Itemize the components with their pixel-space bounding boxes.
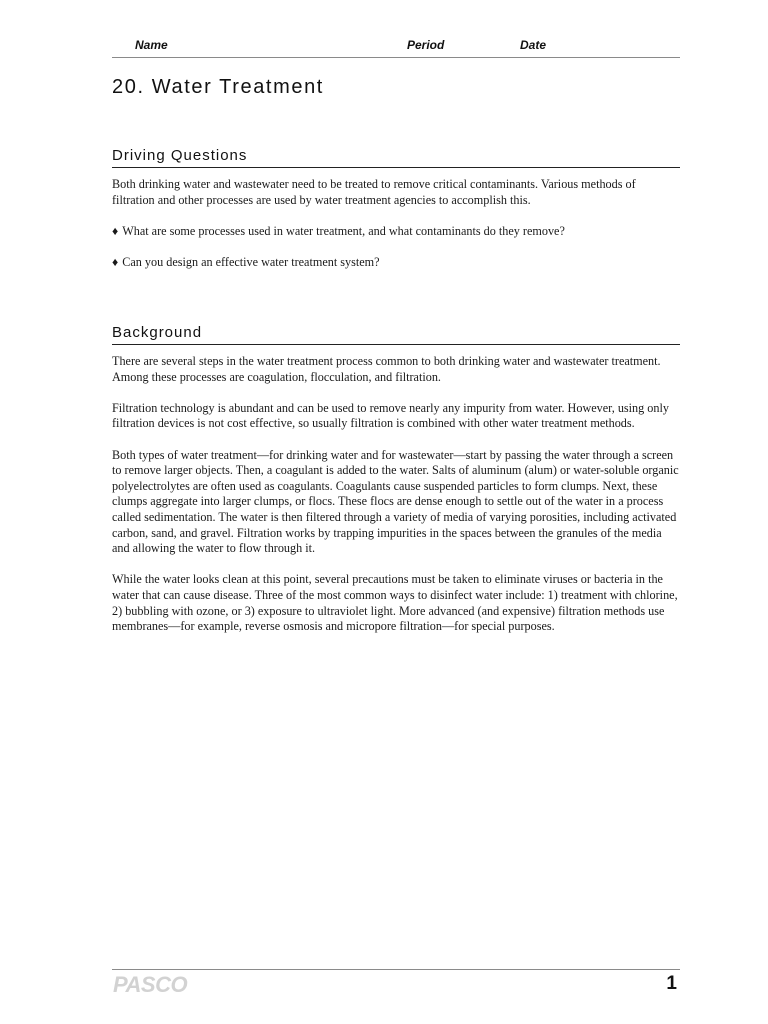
driving-questions-intro: Both drinking water and wastewater need to be treated to remove critical contaminants. Various methods of filtration and other processes are used by water treatment agencies to accomplish this.: [112, 177, 636, 207]
page-title: 20. Water Treatment: [112, 76, 324, 98]
background-paragraph: While the water looks clean at this point, several precautions must be taken to eliminate viruses or bacteria in the water that can cause disease. Three of the most common ways to disinfect water include: 1) treatment with chlorine, 2) bubbling with ozone, or 3) exposure to ultraviolet light. More advanced (and expensive) filtration methods use membranes—for example, reverse osmosis and micropore filtration—for special purposes.: [112, 572, 678, 634]
background-heading: Background: [112, 324, 680, 345]
page-number: 1: [666, 973, 677, 994]
driving-questions-section: [112, 177, 680, 286]
bullet-text: What are some processes used in water treatment, and what contaminants do they remove?: [122, 223, 565, 238]
background-section: [112, 354, 680, 650]
date-label: Date: [520, 38, 547, 52]
background-paragraph: There are several steps in the water treatment process common to both drinking water and wastewater treatment. Among these processes are coagulation, flocculation, and filtration.: [112, 354, 661, 384]
diamond-bullet-icon: ♦: [112, 223, 119, 238]
background-paragraph: Both types of water treatment—for drinking water and for wastewater—start by passing the water through a screen to remove larger objects. Then, a coagulant is added to the water. Salts of aluminum (alum) or water-soluble organic polyelectrolytes are often used as coagulants. Coagulants cause suspended particles to form clumps. Next, these clumps aggregate into larger clumps, or flocs. These flocs are dense enough to settle out of the water in a process called sedimentation. The water is then filtered through a variety of media of varying porosities, including activated carbon, sand, and gravel. Filtration works by trapping impurities in the spaces between the granules of the media and allowing the water to flow through it.: [112, 447, 679, 556]
driving-questions-heading: Driving Questions: [112, 147, 680, 168]
period-label: Period: [407, 38, 445, 52]
header-divider: [112, 57, 680, 58]
pasco-logo: PASCO: [113, 972, 188, 997]
diamond-bullet-icon: ♦: [112, 254, 119, 269]
bullet-item: [112, 255, 680, 271]
bullet-text: Can you design an effective water treatment system?: [122, 254, 380, 269]
background-paragraph: Filtration technology is abundant and can be used to remove nearly any impurity from water. However, using only filtration devices is not cost effective, so usually filtration is combined with other water treatment methods.: [112, 400, 669, 431]
name-label: Name: [135, 38, 168, 52]
bullet-item: [112, 224, 680, 240]
footer-divider: [112, 969, 680, 970]
